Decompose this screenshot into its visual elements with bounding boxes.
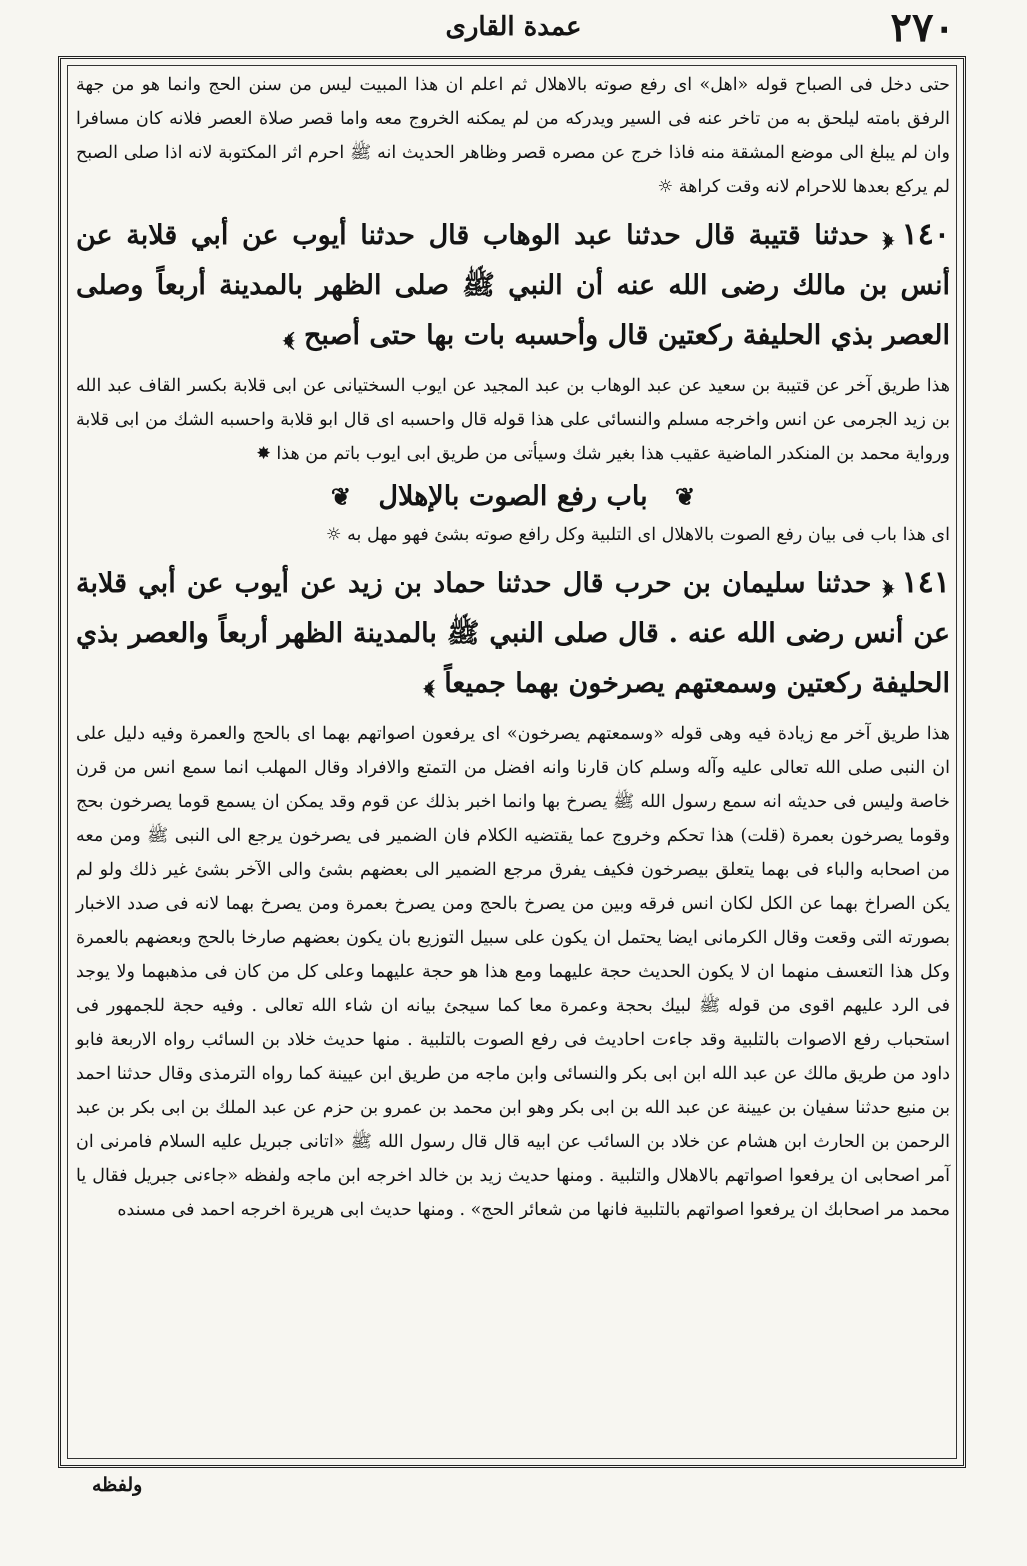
hadith-140 — [76, 210, 950, 361]
commentary-paragraph: هذا طريق آخر مع زيادة فيه وهى قوله «وسمعتهم يصرخون» اى يرفعون اصواتهم بهما اى بالحج والعمرة وفيه دليل على ان النبى صلى الله تعالى عليه وآله وسلم كان قارنا وانه افضل من التمتع والافراد وقال المهلب انما سمع انس من قرن خاصة وليس فى حديثه انه سمع رسول الله ﷺ يصرخ بها وانما اخبر بذلك عن قوم وقد يمكن ان يسمع قوما يصرخون بحج وقوما يصرخون بعمرة (قلت) هذا تحكم وخروج عما يقتضيه الكلام فان الضمير فى يصرخون يرجع الى النبى ﷺ ومن معه من اصحابه والباء فى بهما يتعلق بيصرخون فكيف يفرق مرجع الضمير الى بعضهم بشئ والى الآخر بشئ غير ذلك ولو لم يكن الصراخ بهما عن الكل لكان انس فرقه وبين من يصرخ بالحج ومن يصرخ بعمرة ومن يصرخ بهما لانه فى صدد الاخبار بصورته التى وقعت وقال الكرمانى ايضا يحتمل ان يكون على سبيل التوزيع بان يكون بعضهم صارخا بالحج وبعضهم بالعمرة وكل هذا التعسف منهما ان لا يكون الحديث حجة عليهما ومع هذا هو حجة عليهما وعلى كل من كان فى مذهبهما ولا يوجد فى الرد عليهم اقوى من قوله ﷺ لبيك بحجة وعمرة معا كما سيجئ بيانه ان شاء الله تعالى . وفيه حجة للجمهور فى استحباب رفع الاصوات بالتلبية وقد جاءت احاديث فى رفع الصوت بالتلبية . منها حديث خلاد بن السائب رواه الاربعة فابو داود من طريق مالك عن عبد الله ابن ابى بكر والنسائى وابن ماجه من طريق ابن عيينة كما رواه الترمذى وقال حدثنا احمد بن منيع حدثنا سفيان بن عيينة عن عبد الله بن ابى بكر وهو ابن محمد بن عمرو بن حزم عن عبد الملك بن ابى بكر بن عبد الرحمن بن الحارث ابن هشام عن خلاد بن السائب عن ابيه قال قال رسول الله ﷺ «اتانى جبريل عليه السلام فامرنى ان آمر اصحابى ان يرفعوا اصواتهم بالاهلال والتلبية . ومنها حديث زيد بن خالد اخرجه ابن ماجه ولفظه «جاءنى جبريل فقال يا محمد مر اصحابك ان يرفعوا اصواتهم بالتلبية فانها من شعائر الحج» . ومنها حديث ابى هريرة اخرجه احمد فى مسنده — [76, 724, 950, 1220]
chapter-heading — [76, 481, 950, 512]
catchword: ولفظه — [92, 1474, 143, 1496]
hadith-141 — [76, 558, 950, 709]
ornament-icon: ❦ — [330, 482, 351, 511]
commentary-paragraph: هذا طريق آخر عن قتيبة بن سعيد عن عبد الوهاب بن عبد المجيد عن ايوب السختيانى عن ابى قلابة بكسر القاف عبد الله بن زيد الجرمى عن انس واخرجه مسلم والنسائى على هذا قوله قال واحسبه اى قال ابو قلابة واحسبه الشك من ابى قلابة ورواية محمد بن المنكدر الماضية عقيب هذا بغير شك وسيأتى من طريق ابى ايوب باتم من هذا ✸ — [76, 376, 950, 464]
running-title: عمدة القارى — [445, 12, 582, 42]
chapter-title: باب رفع الصوت بالإهلال — [378, 481, 648, 512]
hadith-number: ١٤١ — [901, 565, 950, 600]
hadith-text: ﴿ حدثنا سليمان بن حرب قال حدثنا حماد بن زيد عن أيوب عن أبي قلابة عن أنس رضى الله عنه . قال صلى النبي ﷺ بالمدينة الظهر أربعاً والعصر بذي الحليفة ركعتين وسمعتهم يصرخون بهما جميعاً ﴾ — [76, 568, 950, 699]
page-header — [0, 0, 1027, 58]
page-number: ٢٧٠ — [890, 4, 955, 51]
hadith-number: ١٤٠ — [901, 217, 950, 252]
hadith-text: ﴿ حدثنا قتيبة قال حدثنا عبد الوهاب قال حدثنا أيوب عن أبي قلابة عن أنس بن مالك رضى الله عنه أن النبي ﷺ صلى الظهر بالمدينة أربعاً وصلى العصر بذي الحليفة ركعتين قال وأحسبه بات بها حتى أصبح ﴾ — [76, 220, 950, 351]
ornament-icon: ❦ — [675, 482, 696, 511]
commentary-paragraph: حتى دخل فى الصباح قوله «اهل» اى رفع صوته بالاهلال ثم اعلم ان هذا المبيت ليس من سنن الحج وانما هو من جهة الرفق بامته ليلحق به من تاخر عنه فى السير ويدركه من لم يمكنه الخروج معه واما قصر صلاة العصر فلانه كان مسافرا وان لم يبلغ الى موضع المشقة منه فاذا خرج عن مصره قصر وظاهر الحديث انه ﷺ احرم اثر المكتوبة لانه اذا صلى الصبح لم يركع بعدها للاحرام لانه وقت كراهة ☼ — [76, 75, 950, 197]
page-body — [76, 68, 950, 1233]
commentary-paragraph: اى هذا باب فى بيان رفع الصوت بالاهلال اى التلبية وكل رافع صوته بشئ فهو مهل به ☼ — [325, 525, 950, 545]
